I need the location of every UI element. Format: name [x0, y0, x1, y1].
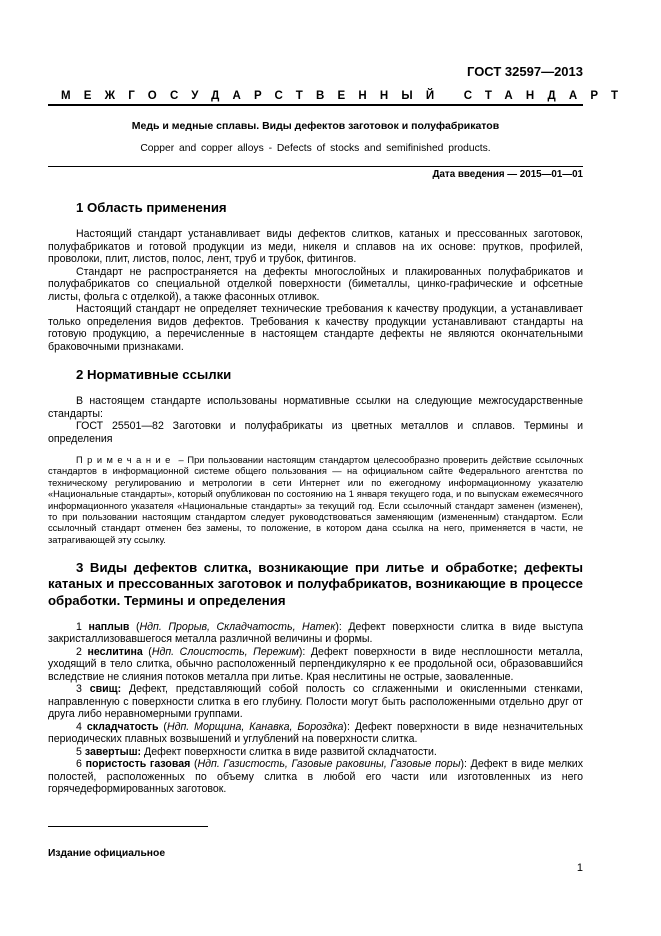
- section-1-paragraph: Стандарт не распространяется на дефекты многослойных и плакированных полуфабрикатов и полуфабрикатов со специальной отделкой поверхности (биметаллы, цинко-графические и офсетные листы, фольга с отделкой), а также фасонных отливок.: [48, 265, 583, 303]
- term-name: неслитина: [87, 645, 143, 658]
- term-punct: ):: [298, 645, 311, 658]
- section-1-heading: 1 Область применения: [76, 200, 227, 215]
- term-deprecated: Ндп. Прорыв, Складчатость, Натек: [139, 620, 336, 633]
- section-2-paragraph: В настоящем стандарте использованы нормативные ссылки на следующие межгосударственные стандарты:: [48, 395, 583, 420]
- term-entry: [48, 721, 583, 746]
- term-entry: [48, 758, 583, 796]
- term-deprecated: Ндп. Слоистость, Пережим: [151, 645, 299, 658]
- term-name: свищ:: [89, 683, 122, 696]
- term-entry: [48, 646, 583, 684]
- header-rule-bottom: [48, 166, 583, 167]
- note-text: – При пользовании настоящим стандартом целесообразно проверить действие ссылочных стандартов в информационной системе общего пользования — на официальном сайте Федерального агентства по техническому регулированию и метрологии в сети Интернет или по ежегодному информационному указателю «Национальные стандарты», который опубликован по состоянию на 1 января текущего года, и по выпускам ежемесячного информационного указателя «Национальные стандарты» за текущий год. Если ссылочный стандарт заменен (изменен), то при пользовании настоящим стандартом следует руководствоваться заменяющим (измененным) стандартом. Если ссылочный стандарт отменен без замены, то положение, в котором дана ссылка на него, применяется в части, не затрагивающей эту ссылку.: [48, 455, 583, 545]
- section-2-heading: 2 Нормативные ссылки: [76, 367, 232, 382]
- term-number: 1: [76, 620, 82, 633]
- term-definition: Дефект поверхности слитка в виде развитой складчатости.: [144, 745, 437, 758]
- term-name: складчатость: [86, 720, 159, 733]
- term-name: завертыш:: [84, 745, 142, 758]
- term-number: 6: [76, 758, 82, 771]
- official-edition-label: Издание официальное: [48, 848, 166, 859]
- term-punct: ):: [335, 620, 349, 633]
- document-number: ГОСТ 32597—2013: [467, 64, 583, 79]
- term-name: наплыв: [88, 620, 130, 633]
- header-rule-top: [48, 104, 583, 106]
- term-deprecated: Ндп. Газистость, Газовые раковины, Газовые поры: [197, 758, 461, 771]
- term-punct: (: [190, 758, 198, 771]
- term-deprecated: Ндп. Морщина, Канавка, Бороздка: [166, 720, 344, 733]
- introduction-date: Дата введения — 2015—01—01: [432, 169, 583, 180]
- term-punct: (: [142, 645, 152, 658]
- term-punct: (: [158, 720, 167, 733]
- document-body: [48, 200, 583, 796]
- term-punct: ):: [343, 720, 355, 733]
- note-label: Примечание: [76, 455, 175, 465]
- term-definition: Дефект поверхности в виде несплошности металла, уходящий в тело слитка, обычно расположенный перпендикулярно к ее продольной оси, образовавшийся вследствие не слияния потоков металла при литье. Края неслитины не острые, заоваленные.: [48, 645, 583, 683]
- normative-reference: ГОСТ 25501—82 Заготовки и полуфабрикаты из цветных металлов и сплавов. Термины и определения: [48, 420, 583, 445]
- section-1-paragraph: Настоящий стандарт устанавливает виды дефектов слитков, катаных и прессованных заготовок, полуфабрикатов и готовой продукции из меди, никеля и сплавов на их основе: прутков, профилей, проволоки, плит, листов, полос, лент, труб и трубок, фитингов.: [48, 228, 583, 265]
- term-definition: Дефект поверхности слитка в виде выступа закристаллизовавшегося металла различной величины и формы.: [48, 620, 583, 646]
- term-definition: Дефект поверхности в виде незначительных периодических плавных возвышений и углублений на поверхности слитка.: [48, 720, 583, 746]
- term-punct: [121, 683, 129, 695]
- document-title-ru: Медь и медные сплавы. Виды дефектов заготовок и полуфабрикатов: [131, 120, 500, 132]
- standard-type-banner: МЕЖГОСУДАРСТВЕННЫЙ СТАНДАРТ: [61, 90, 632, 102]
- term-entry: [48, 746, 583, 759]
- term-entry: [48, 683, 583, 721]
- section-3-heading: 3 Виды дефектов слитка, возникающие при литье и обработке; дефекты катаных и прессованных заготовок и полуфабрикатов, возникающие в процессе обработки. Термины и определения: [48, 560, 583, 608]
- term-name: пористость газовая: [85, 758, 191, 771]
- section-1-paragraph: Настоящий стандарт не определяет технические требования к качеству продукции, а устанавливает только определения видов дефектов. Требования к качеству продукции устанавливают стандарты на готовую продукцию, а перечисленные в настоящем стандарте дефекты не являются окончательными браковочными признаками.: [48, 303, 583, 353]
- terms-list: [48, 621, 583, 796]
- term-number: 5: [76, 745, 82, 758]
- term-definition: Дефект, представляющий собой полость со сглаженными и окисленными стенками, направленную с поверхности слитка в его глубину. Полости могут быть расположенными отдельно друг от друга либо неравномерными группами.: [48, 683, 583, 721]
- term-entry: [48, 621, 583, 646]
- note-block: [48, 455, 583, 546]
- document-title-en: Copper and copper alloys - Defects of stocks and semifinished products.: [140, 143, 491, 154]
- term-number: 3: [76, 683, 82, 696]
- term-number: 4: [76, 720, 82, 733]
- term-punct: ):: [460, 758, 471, 771]
- term-number: 2: [76, 645, 82, 658]
- footnote-separator: [48, 826, 208, 827]
- term-punct: (: [129, 620, 140, 633]
- term-definition: Дефект в виде мелких полостей, расположенных по объему слитка в любой его части или изготовленных из него горячедеформированных заготовок.: [48, 758, 583, 796]
- page-number: 1: [576, 862, 583, 874]
